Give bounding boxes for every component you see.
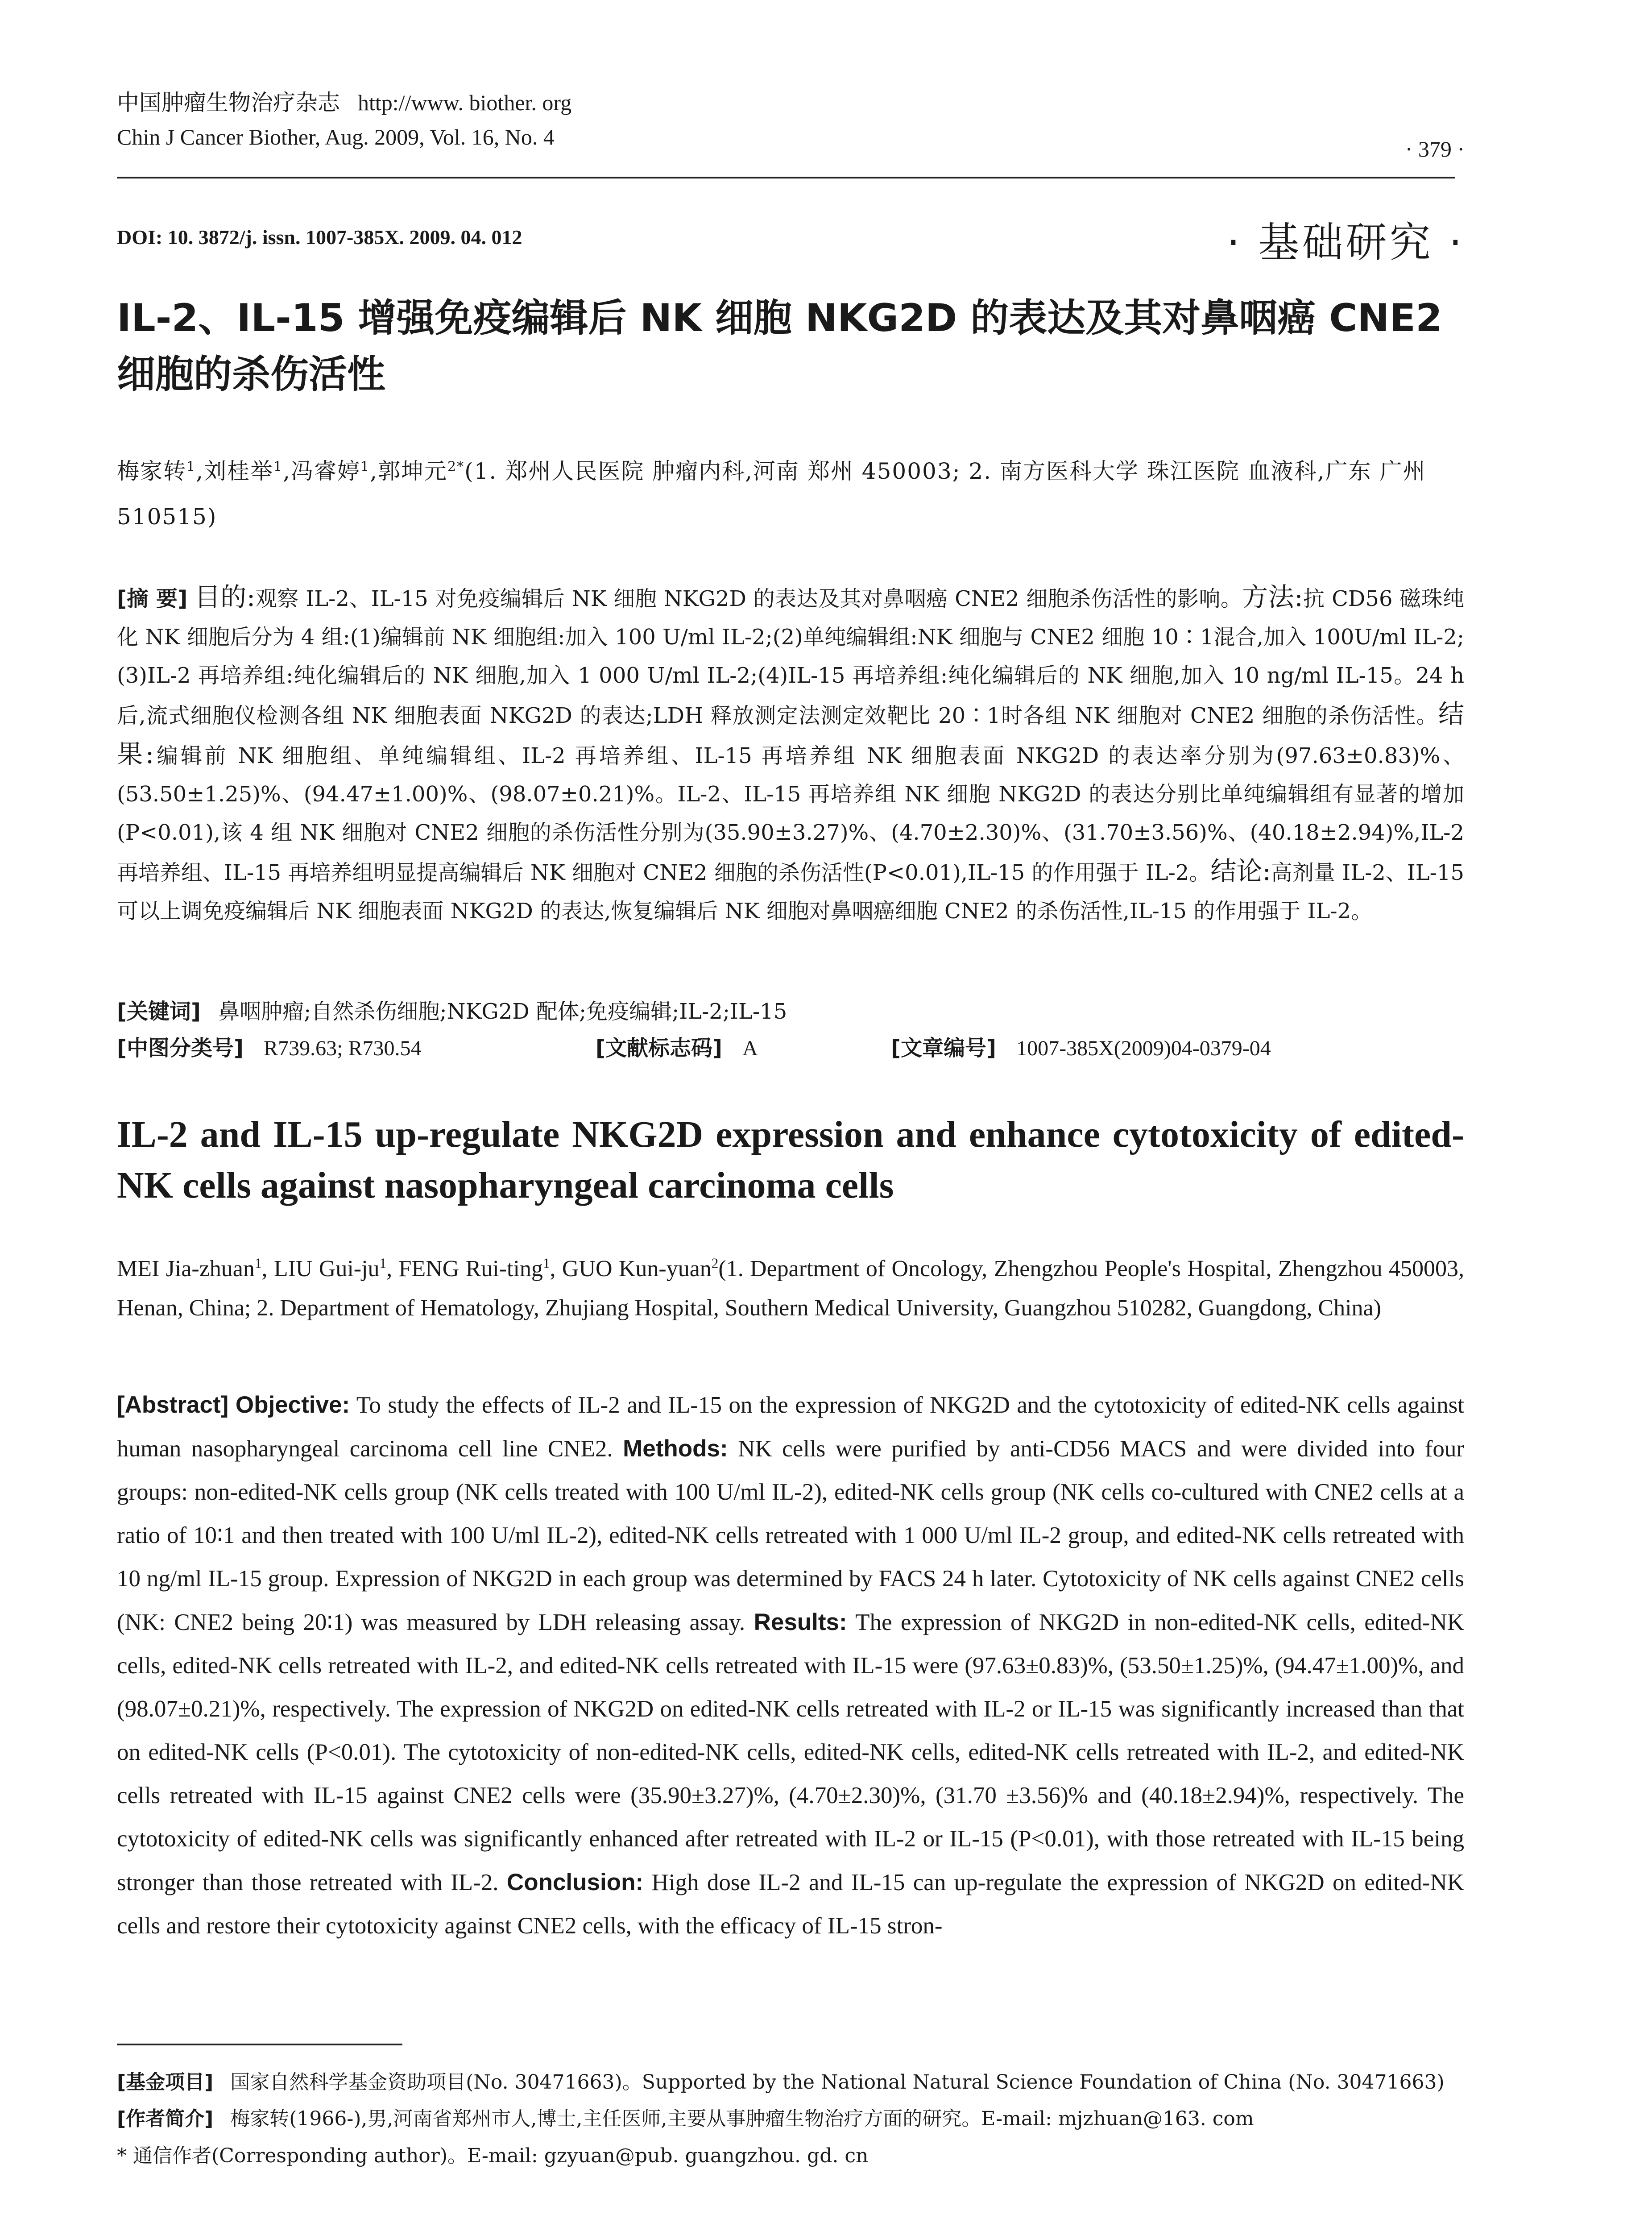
- objective-text: To study the effects of IL-2 and IL-15 on the expression of NKG2D and the cytotoxicity of edited-NK cells against human nasopharyngeal carcinoma cell line CNE2.: [117, 1392, 1464, 1462]
- doc-code-value: A: [742, 1037, 758, 1060]
- author-bio-text: 梅家转(1966-),男,河南省郑州市人,博士,主任医师,主要从事肿瘤生物治疗方面的研究。E-mail: mjzhuan@163. com: [230, 2107, 1254, 2130]
- author-name: 刘桂举: [204, 458, 273, 484]
- author-name: MEI Jia-zhuan: [117, 1256, 255, 1281]
- author-sup: 1: [379, 1255, 387, 1271]
- objective-text: 观察 IL-2、IL-15 对免疫编辑后 NK 细胞 NKG2D 的表达及其对鼻咽癌 CNE2 细胞杀伤活性的影响。: [255, 586, 1242, 611]
- author-sup: 1: [186, 459, 196, 475]
- page-number: · 379 ·: [1405, 137, 1465, 162]
- clc-value: R739.63; R730.54: [264, 1037, 422, 1060]
- author-sup: 1: [360, 459, 370, 475]
- author-name: GUO Kun-yuan: [562, 1256, 712, 1281]
- clc-label: [中图分类号]: [117, 1036, 244, 1061]
- en-affiliations: (1. Department of Oncology, Zhengzhou People's Hospital, Zhengzhou 450003, Henan, China; 2. Department of Hematology, Zhujiang Hospital, Southern Medical University, Guangzhou 510282, Guangdong, China): [117, 1256, 1464, 1321]
- author-name: FENG Rui-ting: [398, 1256, 543, 1281]
- article-no-value: 1007-385X(2009)04-0379-04: [1016, 1037, 1271, 1060]
- footnote-fund: [117, 2066, 1500, 2094]
- journal-header-cn: [117, 85, 571, 117]
- author-sup: 1: [273, 459, 283, 475]
- journal-name-cn: 中国肿瘤生物治疗杂志: [117, 90, 340, 116]
- fund-label: [基金项目]: [117, 2071, 214, 2094]
- footnote-rule: [117, 2044, 402, 2045]
- conclusion-label: Conclusion:: [506, 1869, 644, 1895]
- abstract-label: [摘 要]: [117, 586, 188, 611]
- author-name: 梅家转: [117, 458, 186, 484]
- cn-abstract: [117, 578, 1464, 930]
- results-text: The expression of NKG2D in non-edited-NK cells, edited-NK cells, edited-NK cells retreated with IL-2, and edited-NK cells retreated with IL-15 were (97.63±0.83)%, (53.50±1.25)%, (94.47±1.00)%, and (98.07±0.21)%, respectively. The expression of NKG2D on edited-NK cells retreated with IL-2 or IL-15 was significantly increased than that on edited-NK cells (P<0.01). The cytotoxicity of non-edited-NK cells, edited-NK cells, edited-NK cells retreated with IL-2, and edited-NK cells retreated with IL-15 against CNE2 cells were (35.90±3.27)%, (4.70±2.30)%, (31.70 ±3.56)% and (40.18±2.94)%, respectively. The cytotoxicity of edited-NK cells was significantly enhanced after retreated with IL-2 or IL-15 (P<0.01), with those retreated with IL-15 being stronger than those retreated with IL-2.: [117, 1609, 1465, 1895]
- cn-title: IL-2、IL-15 增强免疫编辑后 NK 细胞 NKG2D 的表达及其对鼻咽癌 CNE2 细胞的杀伤活性: [117, 296, 1442, 397]
- author-name: LIU Gui-ju: [273, 1256, 380, 1281]
- conclusion-text: 高剂量 IL-2、IL-15 可以上调免疫编辑后 NK 细胞表面 NKG2D 的表达,恢复编辑后 NK 细胞对鼻咽癌细胞 CNE2 的杀伤活性,IL-15 的作用强于 IL-2。: [117, 860, 1464, 924]
- author-bio-label: [作者简介]: [117, 2107, 214, 2130]
- methods-text: 抗 CD56 磁珠纯化 NK 细胞后分为 4 组:(1)编辑前 NK 细胞组:加入 100 U/ml IL-2;(2)单纯编辑组:NK 细胞与 CNE2 细胞 10∶1混合,加入 100U/ml IL-2;(3)IL-2 再培养组:纯化编辑后的 NK 细胞,加入 1 000 U/ml IL-2;(4)IL-15 再培养组:纯化编辑后的 NK 细胞,加入 10 ng/ml IL-15。24 h 后,流式细胞仪检测各组 NK 细胞表面 NKG2D 的表达;LDH 释放测定法测定效靶比 20∶1时各组 NK 细胞对 CNE2 细胞的杀伤活性。: [117, 586, 1465, 728]
- en-title: IL-2 and IL-15 up-regulate NKG2D expression and enhance cytotoxicity of edited-NK cells against nasopharyngeal carcinoma cells: [117, 1114, 1464, 1206]
- doi: DOI: 10. 3872/j. issn. 1007-385X. 2009. 04. 012: [117, 226, 522, 249]
- en-abstract: [117, 1383, 1464, 1948]
- author-sup: 1: [254, 1255, 262, 1271]
- methods-text: NK cells were purified by anti-CD56 MACS and were divided into four groups: non-edited-NK cells group (NK cells treated with 100 U/ml IL-2), edited-NK cells group (NK cells co-cultured with CNE2 cells at a ratio of 10∶1 and then treated with 100 U/ml IL-2), edited-NK cells retreated with 1 000 U/ml IL-2 group, and edited-NK cells retreated with 10 ng/ml IL-15 group. Expression of NKG2D in each group was determined by FACS 24 h later. Cytotoxicity of NK cells against CNE2 cells (NK: CNE2 being 20∶1) was measured by LDH releasing assay.: [117, 1436, 1465, 1635]
- objective-label: 目的:: [194, 582, 256, 612]
- conclusion-text: High dose IL-2 and IL-15 can up-regulate the expression of NKG2D on edited-NK cells and restore their cytotoxicity against CNE2 cells, with the efficacy of IL-15 stron-: [117, 1870, 1464, 1939]
- keywords-label: [关键词]: [117, 999, 201, 1024]
- author-name: 郭坤元: [378, 458, 447, 484]
- author-sup: 2: [711, 1255, 719, 1271]
- section-label: · 基础研究 ·: [1227, 219, 1465, 266]
- objective-label: Objective:: [235, 1392, 350, 1418]
- doc-code-label: [文献标志码]: [596, 1036, 722, 1061]
- author-sup: 1: [542, 1255, 550, 1271]
- methods-label: Methods:: [623, 1435, 728, 1462]
- abstract-label: [Abstract]: [117, 1392, 229, 1418]
- author-name: 冯睿婷: [291, 458, 360, 484]
- journal-header-en: Chin J Cancer Biother, Aug. 2009, Vol. 16, No. 4: [117, 124, 555, 149]
- cn-affiliations: (1. 郑州人民医院 肿瘤内科,河南 郑州 450003; 2. 南方医科大学 珠江医院 血液科,广东 广州 510515): [117, 458, 1426, 530]
- header-rule: [117, 177, 1455, 178]
- cn-authors: 梅家转$^1$,刘桂举$^1$,冯睿婷$^1$,郭坤元$^{2*}$(1. 郑州人民医院 肿瘤内科,河南 郑州 450003; 2. 南方医科大学 珠江医院 血液科,广东 广州 510515): [117, 458, 1426, 530]
- article-no-label: [文章编号]: [891, 1036, 996, 1061]
- author-sup: 2*: [447, 459, 465, 475]
- fund-text: 国家自然科学基金资助项目(No. 30471663)。Supported by the National Natural Science Foundation of China (No. 30471663): [230, 2071, 1445, 2094]
- footnote-corresponding: * 通信作者(Corresponding author)。E-mail: gzyuan@pub. guangzhou. gd. cn: [117, 2144, 869, 2167]
- results-label: Results:: [754, 1609, 847, 1635]
- en-authors: MEI Jia-zhuan$^1$, LIU Gui-$ju^1$, FENG Rui-ting$^1$, GUO Kun-yuan$^2$(1. Department of Oncology, Zhengzhou People's Hospital, Zhengzhou 450003, Henan, China; 2. Department of Hematology, Zhujiang Hospital, Southern Medical University, Guangzhou 510282, Guangdong, China): [117, 1255, 1464, 1321]
- journal-url[interactable]: http://www. biother. org: [358, 90, 572, 115]
- keywords: [117, 994, 1464, 1025]
- keywords-text: 鼻咽肿瘤;自然杀伤细胞;NKG2D 配体;免疫编辑;IL-2;IL-15: [218, 999, 787, 1024]
- conclusion-label: 结论:: [1210, 856, 1271, 886]
- results-label: 结果:: [117, 699, 1464, 769]
- methods-label: 方法:: [1242, 582, 1303, 612]
- results-text: 编辑前 NK 细胞组、单纯编辑组、IL-2 再培养组、IL-15 再培养组 NK 细胞表面 NKG2D 的表达率分别为(97.63±0.83)%、(53.50±1.25)%、(94.47±1.00)%、(98.07±0.21)%。IL-2、IL-15 再培养组 NK 细胞 NKG2D 的表达分别比单纯编辑组有显著的增加(P<0.01),该 4 组 NK 细胞对 CNE2 细胞的杀伤活性分别为(35.90±3.27)%、(4.70±2.30)%、(31.70±3.56)%、(40.18±2.94)%,IL-2 再培养组、IL-15 再培养组明显提高编辑后 NK 细胞对 CNE2 细胞的杀伤活性(P<0.01),IL-15 的作用强于 IL-2。: [117, 743, 1465, 885]
- footnote-author: [117, 2102, 1500, 2131]
